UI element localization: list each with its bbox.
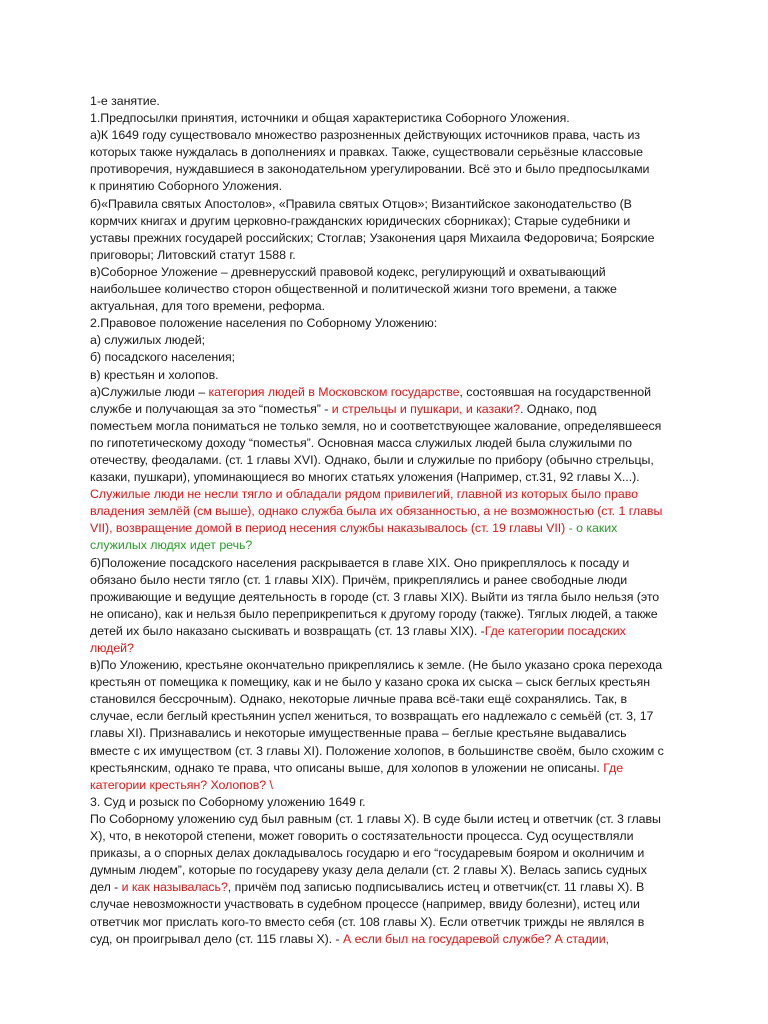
- highlighted-comment: VII), возвращение домой в период несения службы наказывалось (ст. 19 главы VII): [90, 521, 569, 536]
- text-segment: X), что, в некоторой степени, может говорить о состязательности процесса. Суд осуществляли: [90, 829, 634, 844]
- text-line: [90, 315, 695, 332]
- text-segment: казаки, пушкари), упоминающиеся во многих статьях уложения (Например, ст.31, 92 главы X...).: [90, 470, 640, 485]
- text-line: [90, 213, 695, 230]
- text-segment: в)Соборное Уложение – древнерусский правовой кодекс, регулирующий и охватывающий: [90, 264, 606, 279]
- text-line: [90, 247, 695, 264]
- text-line: [90, 520, 695, 537]
- text-line: [90, 349, 695, 366]
- text-segment: актуальная, для того времени, реформа.: [90, 299, 325, 314]
- text-line: [90, 196, 695, 213]
- text-line: [90, 555, 695, 572]
- text-segment: По Соборному уложению суд был равным (ст. 1 главы X). В суде были истец и ответчик (ст. 3 главы: [90, 811, 661, 826]
- text-line: [90, 367, 695, 384]
- text-segment: 1-е занятие.: [90, 94, 160, 108]
- text-segment: 3. Суд и розыск по Соборному уложению 1649 г.: [90, 794, 366, 809]
- text-segment: уставы прежних государей российских; Стоглав; Узаконения царя Михаила Федоровича; Боярские: [90, 230, 655, 245]
- document-text: [90, 93, 695, 948]
- text-line: [90, 760, 695, 777]
- text-segment: которых также нуждалась в дополнениях и правках. Также, существовали серьёзные классовые: [90, 145, 643, 160]
- text-line: [90, 178, 695, 195]
- text-line: [90, 537, 695, 554]
- text-line: [90, 469, 695, 486]
- text-segment: приговоры; Литовский статут 1588 г.: [90, 247, 296, 262]
- highlighted-question: - о каких: [568, 521, 618, 536]
- text-segment: детей их было наказано сыскивать и возвращать (ст. 13 главы XIX). -: [90, 623, 485, 638]
- text-segment: службе и получающая за это “поместья” -: [90, 401, 332, 416]
- text-line: [90, 589, 695, 606]
- text-segment: крестьян от помещика к помещику, как и не было у казано срока их сыска – сыск беглых крестьян: [90, 675, 651, 690]
- text-line: [90, 418, 695, 435]
- text-segment: а) служилых людей;: [90, 333, 206, 348]
- text-segment: дел -: [90, 880, 122, 895]
- text-segment: б) посадского населения;: [90, 350, 236, 365]
- text-segment: к принятию Соборного Уложения.: [90, 179, 283, 194]
- text-segment: б)Положение посадского населения раскрывается в главе XIX. Оно прикреплялось к посаду и: [90, 555, 630, 570]
- text-line: [90, 931, 695, 948]
- text-segment: по гипотетическому доходу “поместья”. Основная масса служилых людей была служилыми по: [90, 435, 632, 450]
- text-segment: , состоявшая на государственной: [459, 384, 651, 399]
- text-line: [90, 811, 695, 828]
- text-line: [90, 110, 695, 127]
- text-segment: б)«Правила святых Апостолов», «Правила святых Отцов»; Византийское законодательство (В: [90, 196, 632, 211]
- text-line: [90, 640, 695, 657]
- text-segment: наибольшее количество сторон общественной и политической жизни того времени, а также: [90, 282, 617, 297]
- text-line: [90, 384, 695, 401]
- text-line: [90, 230, 695, 247]
- text-line: [90, 896, 695, 913]
- text-segment: обязано было нести тягло (ст. 1 главы XIX). Причём, прикреплялись и ранее свободные люди: [90, 572, 628, 587]
- text-line: [90, 93, 695, 110]
- highlighted-comment: и стрельцы и пушкари, и казаки?: [331, 401, 521, 416]
- text-line: [90, 862, 695, 879]
- highlighted-comment: А если был на государевой службе? А стадии,: [343, 931, 610, 946]
- text-line: [90, 606, 695, 623]
- text-segment: а)К 1649 году существовало множество разрозненных действующих источников права, часть из: [90, 128, 641, 143]
- text-segment: ответчик мог прислать кого-то вместо себя (ст. 108 главы X). Если ответчик трижды не являлся в: [90, 914, 645, 929]
- highlighted-comment: категория людей в Московском государстве: [208, 384, 460, 399]
- text-segment: 1.Предпосылки принятия, источники и общая характеристика Соборного Уложения.: [90, 111, 570, 126]
- text-line: [90, 725, 695, 742]
- text-line: [90, 264, 695, 281]
- text-segment: не описано), как и нельзя было переприкрепиться к другому городу (также). Тяглых людей, а также: [90, 606, 658, 621]
- highlighted-comment: и как называлась?: [121, 880, 228, 895]
- highlighted-comment: владения землёй (см выше), однако служба была их обязанностью, а не возможностью (ст. 1 главы: [90, 504, 663, 519]
- text-segment: . Однако, под: [520, 401, 597, 416]
- highlighted-comment: Где категории посадских: [484, 623, 626, 638]
- text-line: [90, 914, 695, 931]
- text-segment: случае, если беглый крестьянин успел жениться, то возвращать его надлежало с семьёй (ст. 3, 17: [90, 709, 654, 724]
- text-segment: вместе с их имуществом (ст. 3 главы XI). Положение холопов, в большинстве своём, было схожим с: [90, 743, 664, 758]
- text-line: [90, 161, 695, 178]
- text-line: [90, 708, 695, 725]
- text-line: [90, 845, 695, 862]
- text-line: [90, 828, 695, 845]
- text-line: [90, 401, 695, 418]
- text-segment: проживающие и ведущие деятельность в городе (ст. 3 главы XIX). Выйти из тягла было нельзя (это: [90, 589, 660, 604]
- text-segment: приказы, а о спорных делах докладывалось государю и его “государевым бояром и околничим и: [90, 846, 645, 861]
- text-segment: отечеству, феодалами. (ст. 1 главы XVI). Однако, были и служилые по прибору (обычно стрельцы,: [90, 452, 654, 467]
- text-line: [90, 777, 695, 794]
- text-segment: крестьянским, однако те права, что описаны выше, для холопов в уложении не описаны.: [90, 760, 604, 775]
- highlighted-question: служилых людях идет речь?: [90, 538, 253, 553]
- text-line: [90, 572, 695, 589]
- text-line: [90, 879, 695, 896]
- highlighted-comment: Где: [603, 760, 624, 775]
- text-line: [90, 452, 695, 469]
- text-segment: противоречия, нуждавшиеся в законодательном урегулировании. Всё это и было предпосылками: [90, 162, 650, 177]
- text-line: [90, 657, 695, 674]
- text-segment: случае невозможности участвовать в судебном процессе (например, ввиду болезни), истец или: [90, 897, 640, 912]
- text-line: [90, 127, 695, 144]
- text-segment: в)По Уложению, крестьяне окончательно прикреплялись к земле. (Не было указано срока перехода: [90, 658, 663, 673]
- text-line: [90, 435, 695, 452]
- text-segment: а)Служилые люди –: [90, 384, 209, 399]
- text-segment: думным людем”, которые по государеву указу дела делали (ст. 2 главы X). Велась запись судных: [90, 863, 647, 878]
- text-line: [90, 674, 695, 691]
- text-segment: поместьем могла пониматься не только земля, но и соответствующее жалование, определявшееся: [90, 418, 662, 433]
- text-segment: суд, он проигрывал дело (ст. 115 главы X). -: [90, 931, 344, 946]
- text-segment: , причём под записью подписывались истец и ответчик(ст. 11 главы X). В: [227, 880, 645, 895]
- highlighted-comment: людей?: [90, 641, 134, 655]
- text-line: [90, 503, 695, 520]
- text-segment: 2.Правовое положение населения по Соборному Уложению:: [90, 316, 438, 331]
- text-segment: кормчих книгах и другим церковно-гражданских юридических сборниках); Старые судебники и: [90, 213, 631, 228]
- text-line: [90, 743, 695, 760]
- text-segment: главы XI). Признавались и некоторые имущественные права – беглые крестьяне выдавались: [90, 726, 627, 741]
- highlighted-comment: категории крестьян? Холопов? \: [90, 777, 273, 792]
- text-line: [90, 281, 695, 298]
- text-line: [90, 144, 695, 161]
- text-line: [90, 486, 695, 503]
- text-segment: в) крестьян и холопов.: [90, 367, 219, 382]
- text-line: [90, 691, 695, 708]
- text-line: [90, 298, 695, 315]
- text-line: [90, 332, 695, 349]
- text-line: [90, 794, 695, 811]
- text-line: [90, 623, 695, 640]
- text-segment: становился бессрочным). Однако, некоторые личные права всё-таки ещё сохранялись. Так, в: [90, 692, 628, 707]
- highlighted-comment: Служилые люди не несли тягло и обладали рядом привилегий, главной из которых было право: [90, 487, 638, 502]
